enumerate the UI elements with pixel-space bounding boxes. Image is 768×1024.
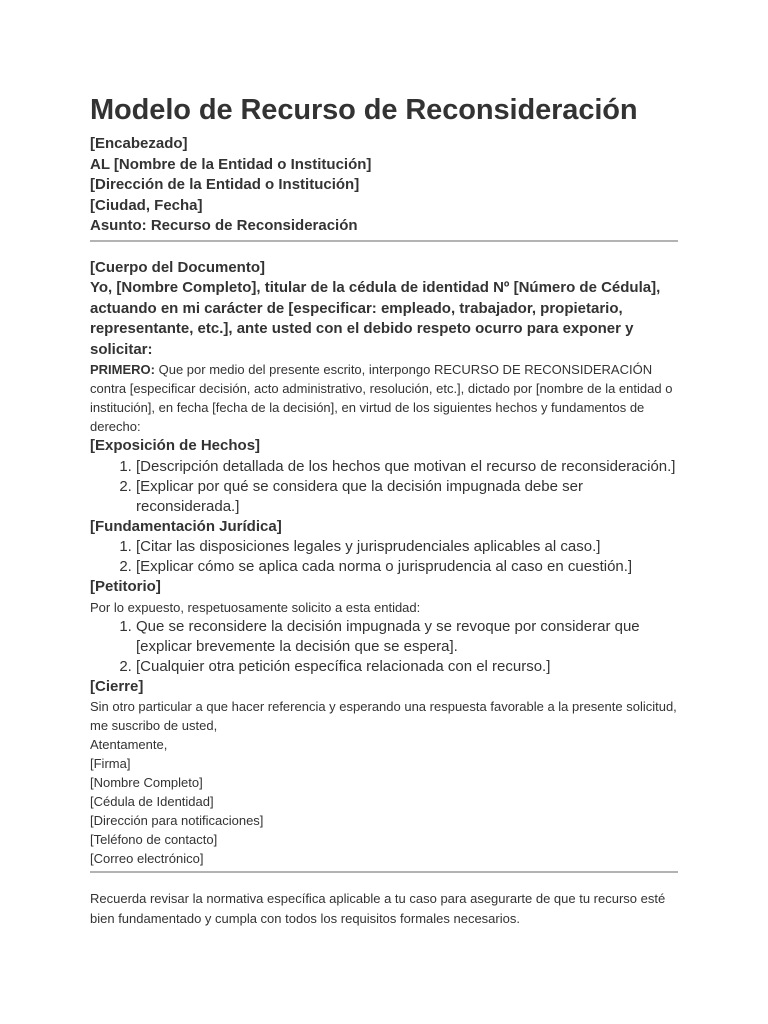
document-page <box>90 92 678 928</box>
divider-bottom <box>90 871 678 873</box>
list-item: 2. [Explicar cómo se aplica cada norma o jurisprudencia al caso en cuestión.] <box>136 557 678 577</box>
list-item: 1. Que se reconsidere la decisión impugnada y se revoque por considerar que [explicar brevemente la decisión que se espera]. <box>136 617 678 657</box>
header-line-city-date: [Ciudad, Fecha] <box>90 196 203 214</box>
header-line-encabezado: [Encabezado] <box>90 135 188 152</box>
primero-text: Que por medio del presente escrito, interpongo RECURSO DE RECONSIDERACIÓN contra [especificar decisión, acto administrativo, resolución, etc.], dictado por [nombre de la entidad o institución], en fecha [fecha de la decisión], en virtud de los siguientes hechos y fundamentos de derecho: <box>90 362 673 434</box>
fundamentacion-title: [Fundamentación Jurídica] <box>90 517 282 535</box>
primero-label: PRIMERO: <box>90 362 155 377</box>
fundamentacion-list <box>90 537 678 577</box>
body-title: [Cuerpo del Documento] <box>90 258 265 276</box>
footer-note: Recuerda revisar la normativa específica aplicable a tu caso para asegurarte de que tu recurso esté bien fundamentado y cumpla con todos los requisitos formales necesarios. <box>90 891 666 926</box>
hechos-list <box>90 457 678 517</box>
list-item: 2. [Explicar por qué se considera que la decisión impugnada debe ser reconsiderada.] <box>136 477 678 517</box>
list-item: 1. [Citar las disposiciones legales y jurisprudenciales aplicables al caso.] <box>136 537 678 557</box>
petitorio-title: [Petitorio] <box>90 578 161 595</box>
header-line-subject: Asunto: Recurso de Reconsideración <box>90 217 358 234</box>
signature-line-email: [Correo electrónico] <box>90 851 204 866</box>
signature-line-atentamente: Atentamente, <box>90 737 168 752</box>
petitorio-list <box>90 617 678 677</box>
hechos-section <box>90 436 678 517</box>
fundamentacion-section <box>90 517 678 578</box>
petitorio-section <box>90 577 678 677</box>
primero-paragraph <box>90 360 678 436</box>
body-block <box>90 258 678 437</box>
petitorio-intro: Por lo expuesto, respetuosamente solicito a esta entidad: <box>90 599 421 615</box>
signature-line-name: [Nombre Completo] <box>90 775 203 790</box>
header-line-address: [Dirección de la Entidad o Institución] <box>90 176 360 193</box>
cierre-section <box>90 677 678 869</box>
hechos-title: [Exposición de Hechos] <box>90 437 261 454</box>
list-item: 1. [Descripción detallada de los hechos que motivan el recurso de reconsideración.] <box>136 457 678 477</box>
cierre-text: Sin otro particular a que hacer referencia y esperando una respuesta favorable a la presente solicitud, me suscribo de usted, <box>90 699 677 733</box>
body-intro: Yo, [Nombre Completo], titular de la cédula de identidad Nº [Número de Cédula], actuando en mi carácter de [especificar: empleado, trabajador, propietario, representante, etc.], ante usted con el debido respeto ocurro para exponer y solicitar: <box>90 279 661 358</box>
signature-line-address: [Dirección para notificaciones] <box>90 813 264 828</box>
page-title: Modelo de Recurso de Reconsideración <box>90 94 638 126</box>
signature-line-phone: [Teléfono de contacto] <box>90 832 218 847</box>
signature-line-id: [Cédula de Identidad] <box>90 794 214 809</box>
header-line-entity: AL [Nombre de la Entidad o Institución] <box>90 155 372 173</box>
signature-line-firma: [Firma] <box>90 756 131 771</box>
list-item: 2. [Cualquier otra petición específica relacionada con el recurso.] <box>136 657 678 677</box>
cierre-title: [Cierre] <box>90 677 144 695</box>
header-block <box>90 134 678 237</box>
